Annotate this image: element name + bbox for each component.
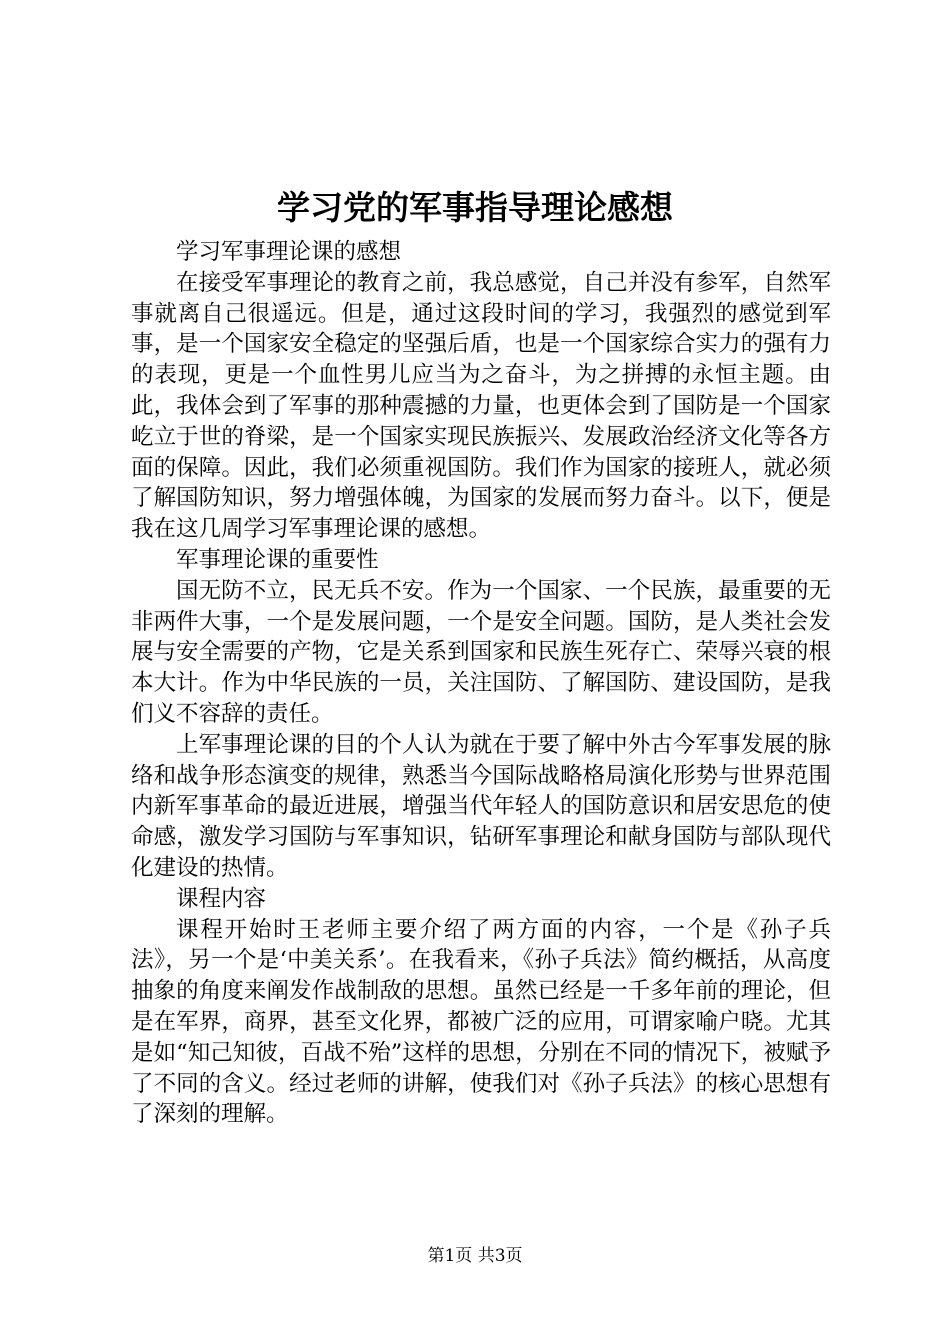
page-number-footer: 第1页 共3页 — [427, 1246, 523, 1266]
document-title: 学习党的军事指导理论感想 — [277, 188, 673, 227]
section-heading-content: 课程内容 — [176, 885, 267, 912]
section-heading-importance: 军事理论课的重要性 — [176, 546, 379, 573]
paragraph-purpose: 上军事理论课的目的个人认为就在于要了解中外古今军事发展的脉络和战争形态演变的规律，熟悉当今国际战略格局演化形势与世界范围内新军事革命的最近进展，增强当代年轻人的国防意识和居安思危的使命感，激发学习国防与军事知识，钻研军事理论和献身国防与部队现代化建设的热情。 — [131, 731, 831, 881]
paragraph-intro: 在接受军事理论的教育之前，我总感觉，自己并没有参军，自然军事就离自己很遥远。但是，通过这段时间的学习，我强烈的感觉到军事，是一个国家安全稳定的坚强后盾，也是一个国家综合实力的强有力的表现，更是一个血性男儿应当为之奋斗，为之拼搏的永恒主题。由此，我体会到了军事的那种震撼的力量，也更体会到了国防是一个国家屹立于世的脊梁，是一个国家实现民族振兴、发展政治经济文化等各方面的保障。因此，我们必须重视国防。我们作为国家的接班人，就必须了解国防知识，努力增强体魄，为国家的发展而努力奋斗。以下，便是我在这几周学习军事理论课的感想。 — [131, 269, 831, 543]
document-body — [131, 237, 831, 1130]
section-heading-intro: 学习军事理论课的感想 — [176, 239, 402, 265]
paragraph-content: 课程开始时王老师主要介绍了两方面的内容，一个是《孙子兵法》，另一个是‘中美关系’。在我看来，《孙子兵法》简约概括，从高度抽象的角度来阐发作战制敌的思想。虽然已经是一千多年前的理论，但是在军界，商界，甚至文化界，都被广泛的应用，可谓家喻户晓。尤其是如“知己知彼，百战不殆”这样的思想，分别在不同的情况下，被赋予了不同的含义。经过老师的讲解，使我们对《孙子兵法》的核心思想有了深刻的理解。 — [131, 916, 831, 1128]
paragraph-importance: 国无防不立，民无兵不安。作为一个国家、一个民族，最重要的无非两件大事，一个是发展问题，一个是安全问题。国防，是人类社会发展与安全需要的产物，它是关系到国家和民族生死存亡、荣辱兴衰的根本大计。作为中华民族的一员，关注国防、了解国防、建设国防，是我们义不容辞的责任。 — [131, 577, 831, 727]
